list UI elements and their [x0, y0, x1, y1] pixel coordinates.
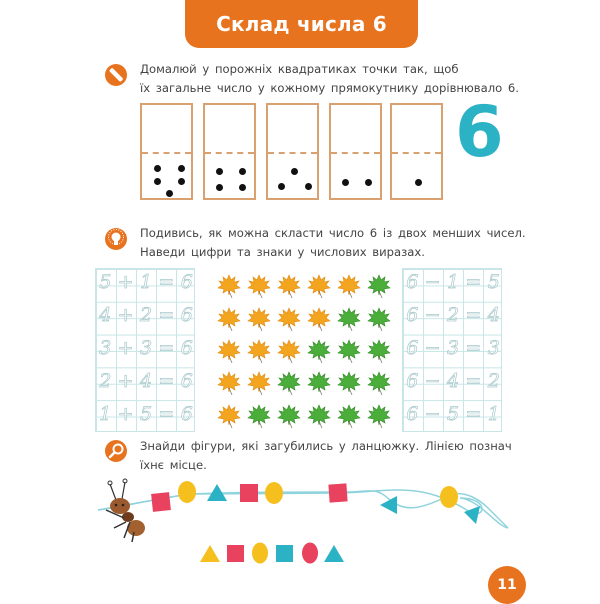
- yellow-oval-shape: [265, 482, 283, 504]
- subtraction-expression: 6 − 2 = 4: [406, 304, 500, 326]
- green-leaf-icon: [274, 400, 304, 432]
- dashed-divider: [331, 152, 380, 154]
- domino-card[interactable]: [203, 103, 256, 200]
- addition-tracing-grid[interactable]: [95, 268, 195, 432]
- domino-card[interactable]: [329, 103, 382, 200]
- magnifier-icon: [105, 440, 127, 462]
- orange-leaf-icon: [214, 270, 244, 302]
- orange-leaf-icon: [334, 270, 364, 302]
- orange-leaf-icon: [274, 335, 304, 367]
- orange-leaf-icon: [244, 270, 274, 302]
- green-leaf-icon: [304, 367, 334, 399]
- green-leaf-icon: [304, 335, 334, 367]
- subtraction-expression: 6 − 4 = 2: [406, 370, 500, 392]
- green-leaf-icon: [334, 367, 364, 399]
- ant-illustration: [106, 479, 145, 542]
- pink-square-shape[interactable]: [227, 545, 244, 562]
- dot: [154, 178, 161, 185]
- dot: [216, 184, 223, 191]
- task2-line2: Наведи цифри та знаки у числових виразах.: [140, 245, 425, 259]
- green-leaf-icon: [364, 270, 394, 302]
- green-leaf-icon: [244, 400, 274, 432]
- addition-expression: 1 + 5 = 6: [99, 403, 193, 425]
- orange-leaf-icon: [304, 302, 334, 334]
- page-number-badge: 11: [488, 566, 526, 604]
- dot: [342, 179, 349, 186]
- orange-leaf-icon: [244, 335, 274, 367]
- task3-line2: їхнє місце.: [140, 458, 207, 472]
- dot: [178, 165, 185, 172]
- yellow-triangle-shape[interactable]: [200, 545, 220, 562]
- dashed-divider: [392, 152, 441, 154]
- dashed-divider: [205, 152, 254, 154]
- page-title: Склад числа 6: [216, 12, 387, 36]
- domino-card[interactable]: [140, 103, 193, 200]
- pencil-icon: [105, 64, 127, 86]
- orange-leaf-icon: [244, 367, 274, 399]
- dot: [166, 190, 173, 197]
- addition-expression: 3 + 3 = 6: [99, 337, 193, 359]
- task1-line2: їх загальне число у кожному прямокутнику дорівнювало 6.: [140, 81, 519, 95]
- domino-card[interactable]: [390, 103, 443, 200]
- target-number: 6: [455, 91, 504, 173]
- green-leaf-icon: [334, 335, 364, 367]
- green-leaf-icon: [334, 302, 364, 334]
- task3-line1: Знайди фігури, які загубились у ланцюжку. Лінією познач: [140, 439, 512, 453]
- subtraction-expression: 6 − 1 = 5: [406, 271, 500, 293]
- dot: [216, 168, 223, 175]
- green-leaf-icon: [334, 400, 364, 432]
- pink-oval-shape[interactable]: [302, 543, 318, 564]
- dot: [291, 168, 298, 175]
- dot: [415, 179, 422, 186]
- dot: [365, 179, 372, 186]
- dashed-divider: [142, 152, 191, 154]
- teal-triangle-shape[interactable]: [324, 545, 344, 562]
- yellow-oval-shape: [440, 486, 458, 508]
- green-leaf-icon: [274, 367, 304, 399]
- task2-line1: Подивись, як можна скласти число 6 із двох менших чисел.: [140, 226, 526, 240]
- pink-square-shape: [240, 484, 258, 502]
- addition-expression: 2 + 4 = 6: [99, 370, 193, 392]
- dot: [239, 184, 246, 191]
- pink-square-shape: [328, 483, 347, 502]
- orange-leaf-icon: [274, 270, 304, 302]
- orange-leaf-icon: [214, 367, 244, 399]
- green-leaf-icon: [364, 400, 394, 432]
- orange-leaf-icon: [214, 302, 244, 334]
- addition-expression: 4 + 2 = 6: [99, 304, 193, 326]
- dot: [305, 183, 312, 190]
- dot: [278, 183, 285, 190]
- dot: [239, 168, 246, 175]
- task1-line1: Домалюй у порожніх квадратиках точки так, щоб: [140, 62, 459, 76]
- missing-shapes-row: [200, 540, 370, 566]
- orange-leaf-icon: [214, 400, 244, 432]
- green-leaf-icon: [364, 335, 394, 367]
- green-leaf-icon: [304, 400, 334, 432]
- teal-square-shape[interactable]: [276, 545, 293, 562]
- orange-leaf-icon: [274, 302, 304, 334]
- green-leaf-icon: [364, 302, 394, 334]
- yellow-oval-shape: [178, 481, 196, 503]
- teal-triangle-shape: [464, 506, 480, 524]
- green-leaf-icon: [364, 367, 394, 399]
- orange-leaf-icon: [304, 270, 334, 302]
- yellow-oval-shape[interactable]: [252, 543, 268, 564]
- lightbulb-icon: [105, 228, 127, 250]
- orange-leaf-icon: [244, 302, 274, 334]
- orange-leaf-icon: [214, 335, 244, 367]
- subtraction-tracing-grid[interactable]: [402, 268, 502, 432]
- dot: [178, 178, 185, 185]
- subtraction-expression: 6 − 3 = 3: [406, 337, 500, 359]
- title-banner: [185, 0, 418, 48]
- subtraction-expression: 6 − 5 = 1: [406, 403, 500, 425]
- dashed-divider: [268, 152, 317, 154]
- dot: [154, 165, 161, 172]
- task2-instructions: [140, 224, 526, 262]
- pink-square-shape: [151, 492, 171, 512]
- domino-card[interactable]: [266, 103, 319, 200]
- addition-expression: 5 + 1 = 6: [99, 271, 193, 293]
- leaf-picture-grid: [214, 270, 394, 432]
